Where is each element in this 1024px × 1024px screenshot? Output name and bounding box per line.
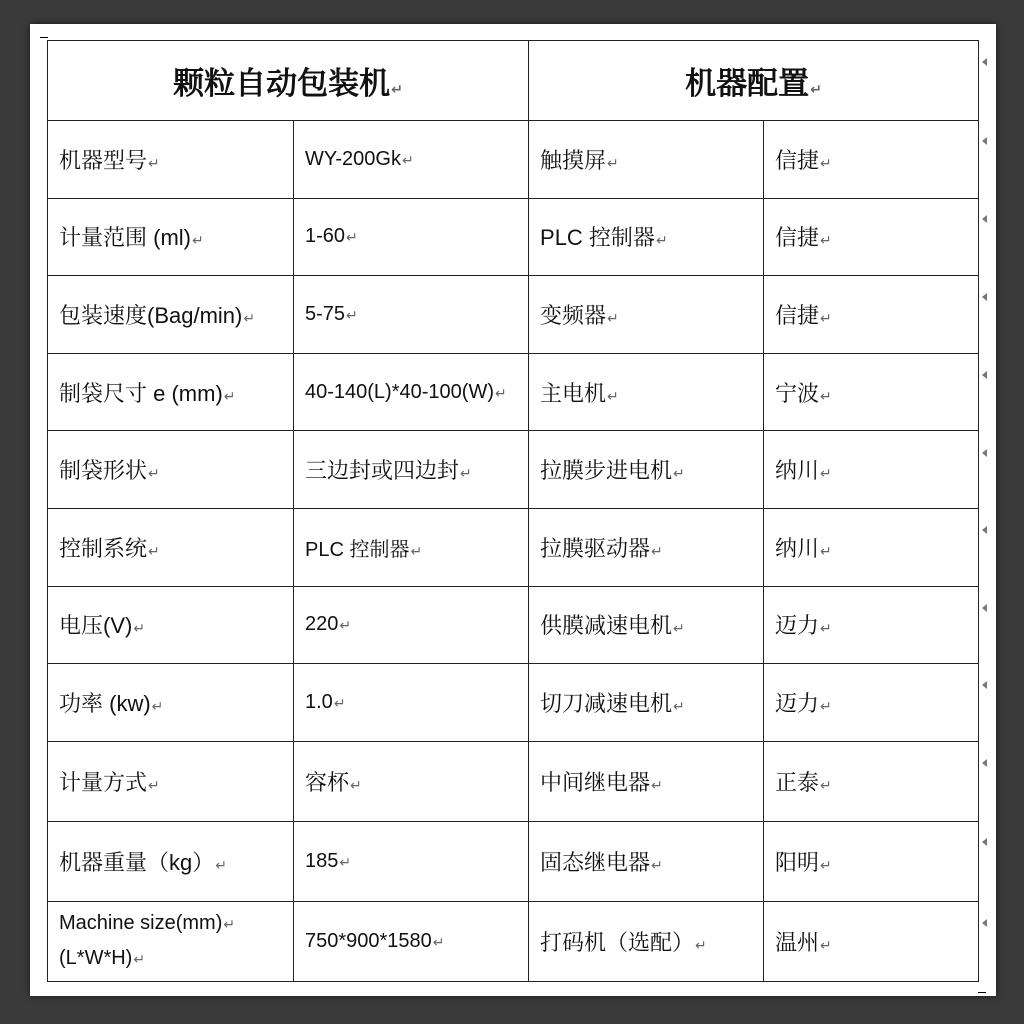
- component-brand: 纳川↵: [764, 509, 979, 587]
- component-brand: 信捷↵: [764, 121, 979, 199]
- component-brand: 温州↵: [764, 901, 979, 981]
- component-name: 切刀减速电机↵: [529, 664, 764, 742]
- table-row: [48, 901, 979, 981]
- table-header-row: [48, 41, 979, 121]
- spec-value: 容杯↵: [294, 741, 529, 821]
- component-name: 主电机↵: [529, 353, 764, 431]
- spec-label: 制袋形状↵: [48, 431, 294, 509]
- document-page: [30, 24, 996, 996]
- component-name: PLC 控制器↵: [529, 198, 764, 276]
- component-brand: 正泰↵: [764, 741, 979, 821]
- component-brand: 信捷↵: [764, 276, 979, 354]
- row-end-marker: [982, 759, 987, 767]
- table-row: [48, 586, 979, 664]
- spec-value: 1.0↵: [294, 664, 529, 742]
- component-name: 供膜减速电机↵: [529, 586, 764, 664]
- table-row: [48, 431, 979, 509]
- component-name: 中间继电器↵: [529, 741, 764, 821]
- spec-value: 750*900*1580↵: [294, 901, 529, 981]
- spec-label: 计量方式↵: [48, 741, 294, 821]
- spec-label: 包装速度(Bag/min)↵: [48, 276, 294, 354]
- spec-label: 机器型号↵: [48, 121, 294, 199]
- spec-label: 机器重量（kg）↵: [48, 821, 294, 901]
- table-row: [48, 198, 979, 276]
- component-name: 拉膜步进电机↵: [529, 431, 764, 509]
- spec-table: [47, 40, 979, 982]
- row-end-marker: [982, 919, 987, 927]
- spec-label: Machine size(mm)↵ (L*W*H)↵: [48, 901, 294, 981]
- spec-value: PLC 控制器↵: [294, 509, 529, 587]
- component-brand: 迈力↵: [764, 664, 979, 742]
- spec-label: 电压(V)↵: [48, 586, 294, 664]
- component-brand: 宁波↵: [764, 353, 979, 431]
- spec-value: 1-60↵: [294, 198, 529, 276]
- spec-value: 220↵: [294, 586, 529, 664]
- spec-value: 40-140(L)*40-100(W)↵: [294, 353, 529, 431]
- row-end-marker: [982, 604, 987, 612]
- table-row: [48, 121, 979, 199]
- row-end-marker: [982, 215, 987, 223]
- table-row: [48, 821, 979, 901]
- component-brand: 阳明↵: [764, 821, 979, 901]
- component-name: 固态继电器↵: [529, 821, 764, 901]
- header-machine-name: 颗粒自动包装机↵: [48, 41, 529, 121]
- row-end-marker: [982, 681, 987, 689]
- spec-label: 制袋尺寸 e (mm)↵: [48, 353, 294, 431]
- table-row: [48, 276, 979, 354]
- row-end-marker: [982, 371, 987, 379]
- row-end-markers: [982, 24, 992, 996]
- row-end-marker: [982, 293, 987, 301]
- table-row: [48, 509, 979, 587]
- spec-value: WY-200Gk↵: [294, 121, 529, 199]
- spec-value: 三边封或四边封↵: [294, 431, 529, 509]
- component-name: 打码机（选配）↵: [529, 901, 764, 981]
- table-row: [48, 353, 979, 431]
- component-brand: 迈力↵: [764, 586, 979, 664]
- spec-label: 控制系统↵: [48, 509, 294, 587]
- row-end-marker: [982, 137, 987, 145]
- spec-label: 计量范围 (ml)↵: [48, 198, 294, 276]
- row-end-marker: [982, 449, 987, 457]
- row-end-marker: [982, 838, 987, 846]
- component-brand: 信捷↵: [764, 198, 979, 276]
- spec-value: 5-75↵: [294, 276, 529, 354]
- header-machine-config: 机器配置↵: [529, 41, 979, 121]
- component-brand: 纳川↵: [764, 431, 979, 509]
- spec-value: 185↵: [294, 821, 529, 901]
- spec-label: 功率 (kw)↵: [48, 664, 294, 742]
- table-row: [48, 741, 979, 821]
- component-name: 变频器↵: [529, 276, 764, 354]
- row-end-marker: [982, 58, 987, 66]
- component-name: 拉膜驱动器↵: [529, 509, 764, 587]
- row-end-marker: [982, 526, 987, 534]
- component-name: 触摸屏↵: [529, 121, 764, 199]
- table-row: [48, 664, 979, 742]
